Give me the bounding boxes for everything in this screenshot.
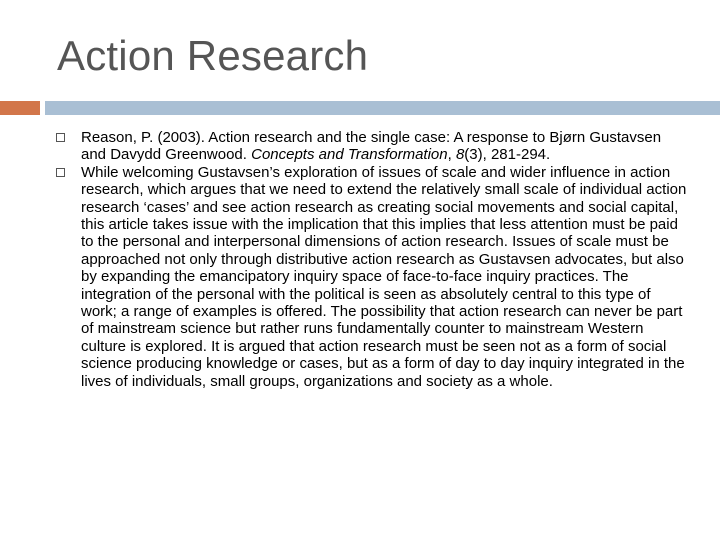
reference-separator: , — [447, 146, 456, 164]
reference-issue-pages: (3), 281-294. — [464, 146, 551, 164]
slide-title: Action Research — [57, 32, 369, 79]
accent-bar — [0, 101, 40, 115]
abstract-text: While welcoming Gustavsen’s exploration of issues of scale and wider influence in action research, which argues that we need to extend the relatively small scale of individual action research ‘cases’ and see action research as creating social movements and social capital, this article takes issue with the implication that this implies that less attention must be paid to the personal and interpersonal dimensions of action research. Issues of scale must be approached not only through distributive action research as Gustavsen advocates, but also by expanding the emancipatory inquiry space of face-to-face inquiry practices. The integration of the personal with the political is seen as absolutely central to this type of work; a range of examples is offered. The possibility that action research can never be part of mainstream science but rather runs fundamentally counter to mainstream Western culture is explored. It is argued that action research must be seen not as a form of social science producing knowledge or cases, but as a form of day to day inquiry integrated in the lives of individuals, small groups, organizations and society as a whole. — [81, 163, 687, 390]
bullet-list — [55, 129, 690, 390]
reference-authors-title: Reason, P. (2003). Action research and the single case: A response to Bjørn Gustavsen and Davydd Greenwood. — [81, 129, 662, 164]
reference-volume: 8 — [455, 146, 465, 164]
hollow-square-bullet-icon — [56, 133, 65, 142]
hollow-square-bullet-icon — [56, 168, 65, 177]
bullet-item-abstract — [55, 164, 690, 390]
bullet-item-reference — [55, 129, 690, 164]
reference-journal: Concepts and Transformation — [251, 146, 448, 164]
header-bar — [45, 101, 720, 115]
